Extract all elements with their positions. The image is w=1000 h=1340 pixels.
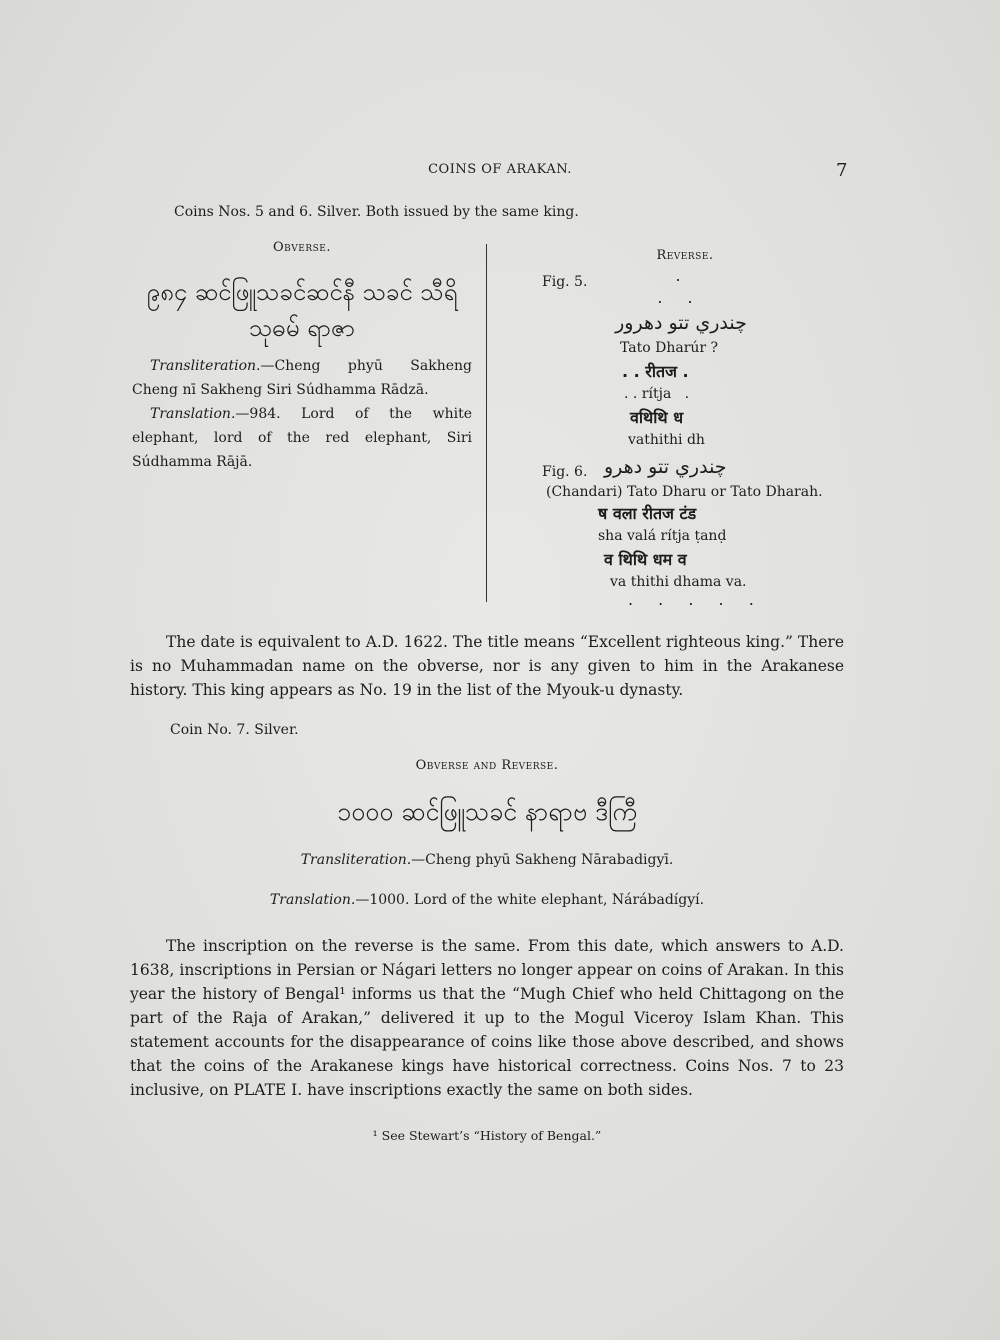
- fig5-persian: چندري تتو دهرور: [615, 312, 747, 334]
- fig6-devanagari-1: ष वला रीतज टंड: [598, 504, 697, 523]
- coin-7-script-line: ၁၀၀၀ ဆင်ဖြူသခင် နာရာဗ ဒီကြီ: [337, 797, 637, 826]
- fig5-devanagari-1: . . रीतज .: [622, 362, 689, 381]
- fig6-transliteration: (Chandari) Tato Dharu or Tato Dharah.: [546, 484, 823, 500]
- obverse-heading: Obverse.: [273, 240, 331, 255]
- column-divider: [486, 244, 487, 602]
- obverse-transliteration: [132, 354, 472, 402]
- fig5-dot-top: .: [675, 266, 681, 285]
- translation-label: Translation.: [269, 892, 356, 908]
- coin-7-translation: [130, 888, 844, 912]
- fig5-transliteration-3: vathithi dh: [628, 432, 705, 448]
- translation-text: —1000. Lord of the white elephant, Nárábadígyí.: [355, 892, 705, 908]
- fig6-dots: . . . . .: [628, 590, 764, 609]
- translation-label: Translation.: [150, 406, 236, 422]
- page-number: 7: [836, 160, 848, 181]
- footnote: ¹ See Stewart’s “History of Bengal.”: [372, 1128, 602, 1143]
- obverse-translation: [132, 402, 472, 474]
- fig5-dots: . .: [657, 288, 703, 307]
- fig6-persian: چندري تتو دهرو: [604, 456, 727, 478]
- reverse-heading: Reverse.: [656, 248, 714, 263]
- fig6-devanagari-2: व थिथि धम व: [604, 550, 687, 569]
- fig5-transliteration-2: . . rítja .: [624, 386, 690, 402]
- translation-text: —984. Lord of the white elephant, lord of the red elephant, Siri Súdhamma Rājā.: [132, 406, 472, 470]
- coin-7-transliteration: [130, 848, 844, 872]
- fig6-transliteration-2: sha valá rítja ṭanḍ: [598, 528, 727, 544]
- coin-7-intro: Coin No. 7. Silver.: [170, 722, 299, 738]
- paragraph-inscription: The inscription on the reverse is the same. From this date, which answers to A.D. 1638, inscriptions in Persian or Nágari letters no longer appear on coins of Arakan. In this year the history of Bengal¹ informs us that the “Mugh Chief who held Chittagong on the part of the Raja of Arakan,” delivered it up to the Mogul Viceroy Islam Khan. This statement accounts for the disappearance of coins like those above described, and shows that the coins of the Arakanese kings have historical correctness. Coins Nos. 7 to 23 inclusive, on PLATE I. have inscriptions exactly the same on both sides.: [130, 937, 844, 1099]
- fig5-transliteration: Tato Dharúr ?: [620, 340, 719, 356]
- transliteration-label: Transliteration.: [150, 358, 261, 374]
- coin-7-heading: Obverse and Reverse.: [415, 758, 559, 773]
- transliteration-text: —Cheng phyū Sakheng Nārabadigyī.: [411, 852, 674, 868]
- fig5-label: Fig. 5.: [542, 274, 588, 290]
- obverse-script-line-2: သုဓမ် ရာဇာ: [249, 314, 355, 342]
- transliteration-label: Transliteration.: [300, 852, 412, 868]
- obverse-script-line-1: ၉၈၄ ဆင်ဖြူသခင်ဆင်နီ သခင် သီရိ: [146, 278, 458, 306]
- fig5-devanagari-2: वथिथि ध: [630, 408, 684, 427]
- paragraph-date: The date is equivalent to A.D. 1622. The title means “Excellent righteous king.” There is no Muhammadan name on the obverse, nor is any given to him in the Arakanese history. This king appears as No. 19 in the list of the Myouk-u dynasty.: [130, 633, 844, 699]
- transliteration-text: —Cheng phyū Sakheng Cheng nī Sakheng Siri Súdhamma Rādzā.: [132, 358, 472, 398]
- running-head: COINS OF ARAKAN.: [428, 162, 572, 177]
- coins-5-6-intro: Coins Nos. 5 and 6. Silver. Both issued by the same king.: [174, 204, 579, 220]
- fig6-label: Fig. 6.: [542, 464, 588, 480]
- fig6-transliteration-3: va thithi dhama va.: [610, 574, 747, 590]
